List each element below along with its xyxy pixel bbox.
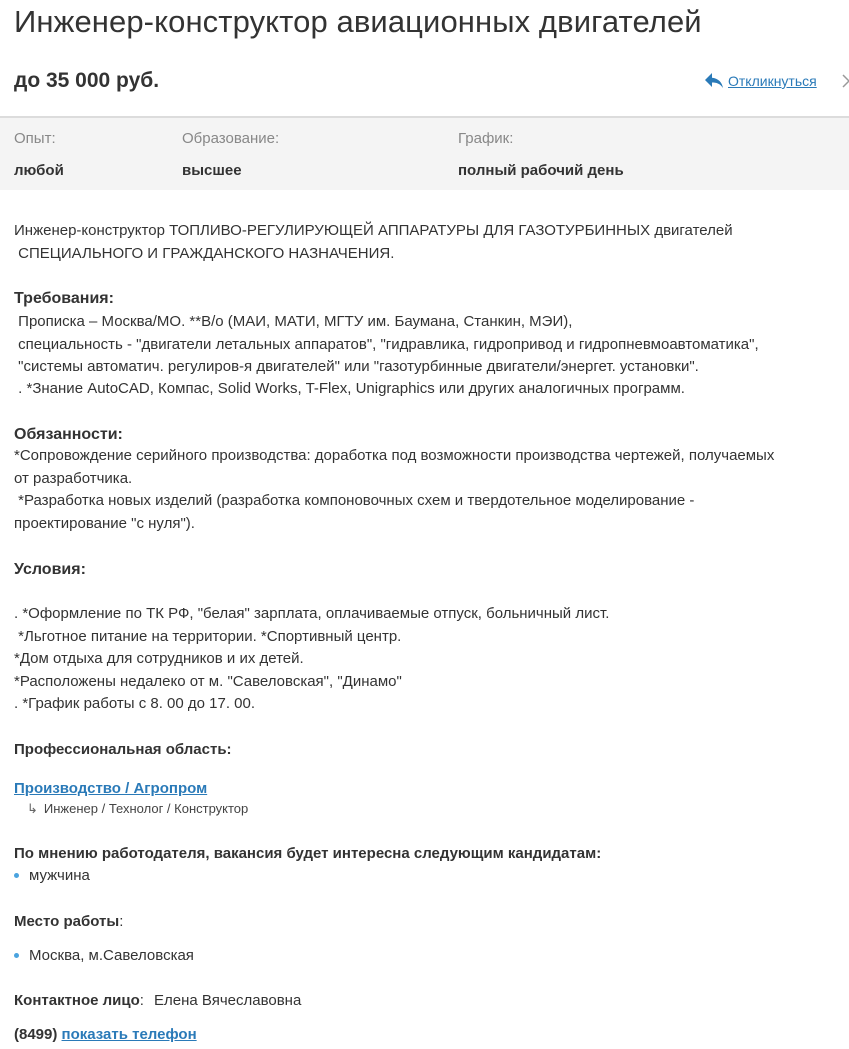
vacancy-info-bar: [0, 116, 849, 190]
education-block: [182, 130, 279, 179]
professional-area-link[interactable]: Производство / Агропром: [14, 780, 208, 797]
candidates-item-label: мужчина: [29, 867, 90, 884]
respond-link[interactable]: Откликнуться: [728, 73, 817, 89]
schedule-label: График:: [458, 130, 514, 147]
description-line: СПЕЦИАЛЬНОГО И ГРАЖДАНСКОГО НАЗНАЧЕНИЯ.: [14, 245, 395, 262]
contact-person-row: [14, 992, 301, 1009]
conditions-heading: Условия:: [14, 561, 86, 578]
reply-arrow-icon: [704, 72, 724, 90]
professional-subarea-label: Инженер / Технолог / Конструктор: [43, 801, 249, 816]
show-phone-link[interactable]: показать телефон: [61, 1026, 197, 1043]
duties-line: проектирование "с нуля").: [14, 515, 195, 532]
workplace-title: Место работы: [14, 913, 120, 930]
duties-line: от разработчика.: [14, 470, 133, 487]
workplace-colon: :: [119, 913, 124, 930]
candidates-list-item: [14, 867, 90, 884]
workplace-list-item: [14, 947, 194, 964]
professional-subarea: [27, 801, 248, 817]
conditions-line: *Дом отдыха для сотрудников и их детей.: [14, 650, 304, 667]
contact-phone-row: [14, 1026, 197, 1043]
requirements-heading: Требования:: [14, 290, 114, 307]
experience-value: любой: [14, 162, 64, 179]
conditions-line: . *Оформление по ТК РФ, "белая" зарплата, оплачиваемые отпуск, больничный лист.: [14, 605, 610, 622]
duties-heading: Обязанности:: [14, 426, 123, 443]
duties-line: *Разработка новых изделий (разработка компоновочных схем и твердотельное моделирование -: [14, 492, 695, 509]
schedule-value: полный рабочий день: [458, 162, 624, 179]
experience-label: Опыт:: [14, 130, 56, 147]
return-arrow-icon: ↳: [27, 801, 38, 816]
requirements-line: специальность - "двигатели летальных аппаратов", "гидравлика, гидропривод и гидропневмоавтоматика",: [14, 336, 759, 353]
education-value: высшее: [182, 162, 242, 179]
scroll-right-arrow-icon[interactable]: [841, 74, 849, 88]
respond-button[interactable]: [704, 72, 817, 90]
description-line: Инженер-конструктор ТОПЛИВО-РЕГУЛИРУЮЩЕЙ АППАРАТУРЫ ДЛЯ ГАЗОТУРБИННЫХ двигателей: [14, 222, 733, 239]
duties-line: *Сопровождение серийного производства: доработка под возможности производства чертежей, получаемых: [14, 447, 775, 464]
contact-name: Елена Вячеславовна: [153, 992, 302, 1009]
requirements-line: "системы автоматич. регулиров-я двигателей" или "газотурбинные двигатели/энергет. установки".: [14, 358, 699, 375]
requirements-line: . *Знание AutoCAD, Компас, Solid Works, T-Flex, Unigraphics или других аналогичных программ.: [14, 380, 685, 397]
workplace-location: Москва, м.Савеловская: [29, 947, 194, 964]
experience-block: [14, 130, 64, 179]
conditions-line: *Льготное питание на территории. *Спортивный центр.: [14, 628, 402, 645]
education-label: Образование:: [182, 130, 280, 147]
schedule-block: [458, 130, 624, 179]
vacancy-salary: до 35 000 руб.: [14, 69, 160, 92]
requirements-line: Прописка – Москва/МО. **В/о (МАИ, МАТИ, МГТУ им. Баумана, Станкин, МЭИ),: [14, 313, 573, 330]
vacancy-title: Инженер-конструктор авиационных двигателей: [14, 4, 702, 39]
bullet-icon: [14, 953, 19, 958]
professional-area-heading: Профессиональная область:: [14, 741, 232, 758]
phone-code: (8499): [14, 1026, 58, 1043]
candidates-heading: По мнению работодателя, вакансия будет интересна следующим кандидатам:: [14, 845, 602, 862]
conditions-line: *Расположены недалеко от м. "Савеловская", "Динамо": [14, 673, 402, 690]
contact-colon: :: [139, 992, 144, 1009]
contact-label: Контактное лицо: [14, 992, 140, 1009]
bullet-icon: [14, 873, 19, 878]
conditions-line: . *График работы с 8. 00 до 17. 00.: [14, 695, 256, 712]
workplace-heading: [14, 913, 123, 930]
